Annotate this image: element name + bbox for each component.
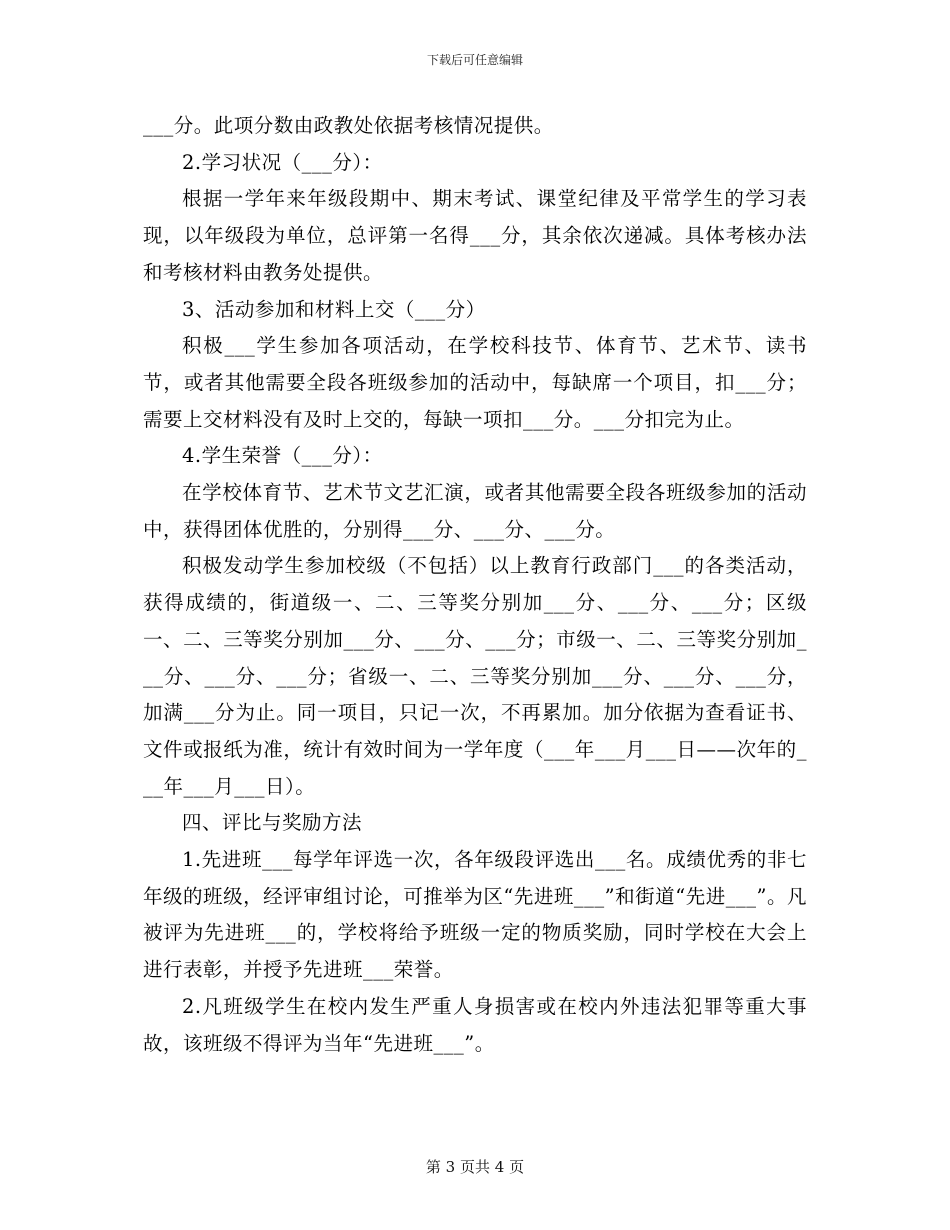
paragraph-honor-heading: 4.学生荣誉（___分）：: [182, 444, 383, 468]
header-note: 下载后可任意编辑: [426, 53, 523, 67]
paragraph-section-four-heading: 四、评比与奖励方法: [182, 811, 363, 835]
paragraph-advanced-class: 1.先进班___每学年评选一次，各年级段评选出___名。成绩优秀的非七年级的班级，经评审组讨论，可推举为区“先进班___”和街道“先进___”。凡被评为先进班___的，学校将给予班级一定的物质奖励，同时学校在大会上进行表彰，并授予先进班___荣誉。: [143, 848, 807, 982]
paragraph-study-heading: 2.学习状况（___分）：: [182, 150, 383, 174]
page-number: 第 3 页共 4 页: [425, 1158, 525, 1176]
document-body: [143, 108, 807, 1062]
paragraph-honor-awards: 积极发动学生参加校级（不包括）以上教育行政部门___的各类活动，获得成绩的，街道级一、二、三等奖分别加___分、___分、___分；区级一、二、三等奖分别加___分、___分、___分；市级一、二、三等奖分别加___分、___分、___分；省级一、二、三等奖分别加___分、___分、___分，加满___分为止。同一项目，只记一次，不再累加。加分依据为查看证书、文件或报纸为准，统计有效时间为一学年度（___年___月___日——次年的___年___月___日）。: [143, 554, 807, 798]
paragraph-activity-detail: 积极___学生参加各项活动，在学校科技节、体育节、艺术节、读书节，或者其他需要全段各班级参加的活动中，每缺席一个项目，扣___分；需要上交材料没有及时上交的，每缺一项扣___分。___分扣完为止。: [143, 334, 807, 431]
paragraph-score-source: ___分。此项分数由政教处依据考核情况提供。: [143, 114, 554, 137]
paragraph-activity-heading: 3、活动参加和材料上交（___分）: [182, 297, 486, 321]
paragraph-disqualification: 2.凡班级学生在校内发生严重人身损害或在校内外违法犯罪等重大事故，该班级不得评为当年“先进班___”。: [143, 994, 807, 1055]
paragraph-honor-team: 在学校体育节、艺术节文艺汇演，或者其他需要全段各班级参加的活动中，获得团体优胜的，分别得___分、___分、___分。: [143, 481, 807, 541]
paragraph-study-detail: 根据一学年来年级段期中、期末考试、课堂纪律及平常学生的学习表现，以年级段为单位，总评第一名得___分，其余依次递减。具体考核办法和考核材料由教务处提供。: [143, 187, 807, 284]
